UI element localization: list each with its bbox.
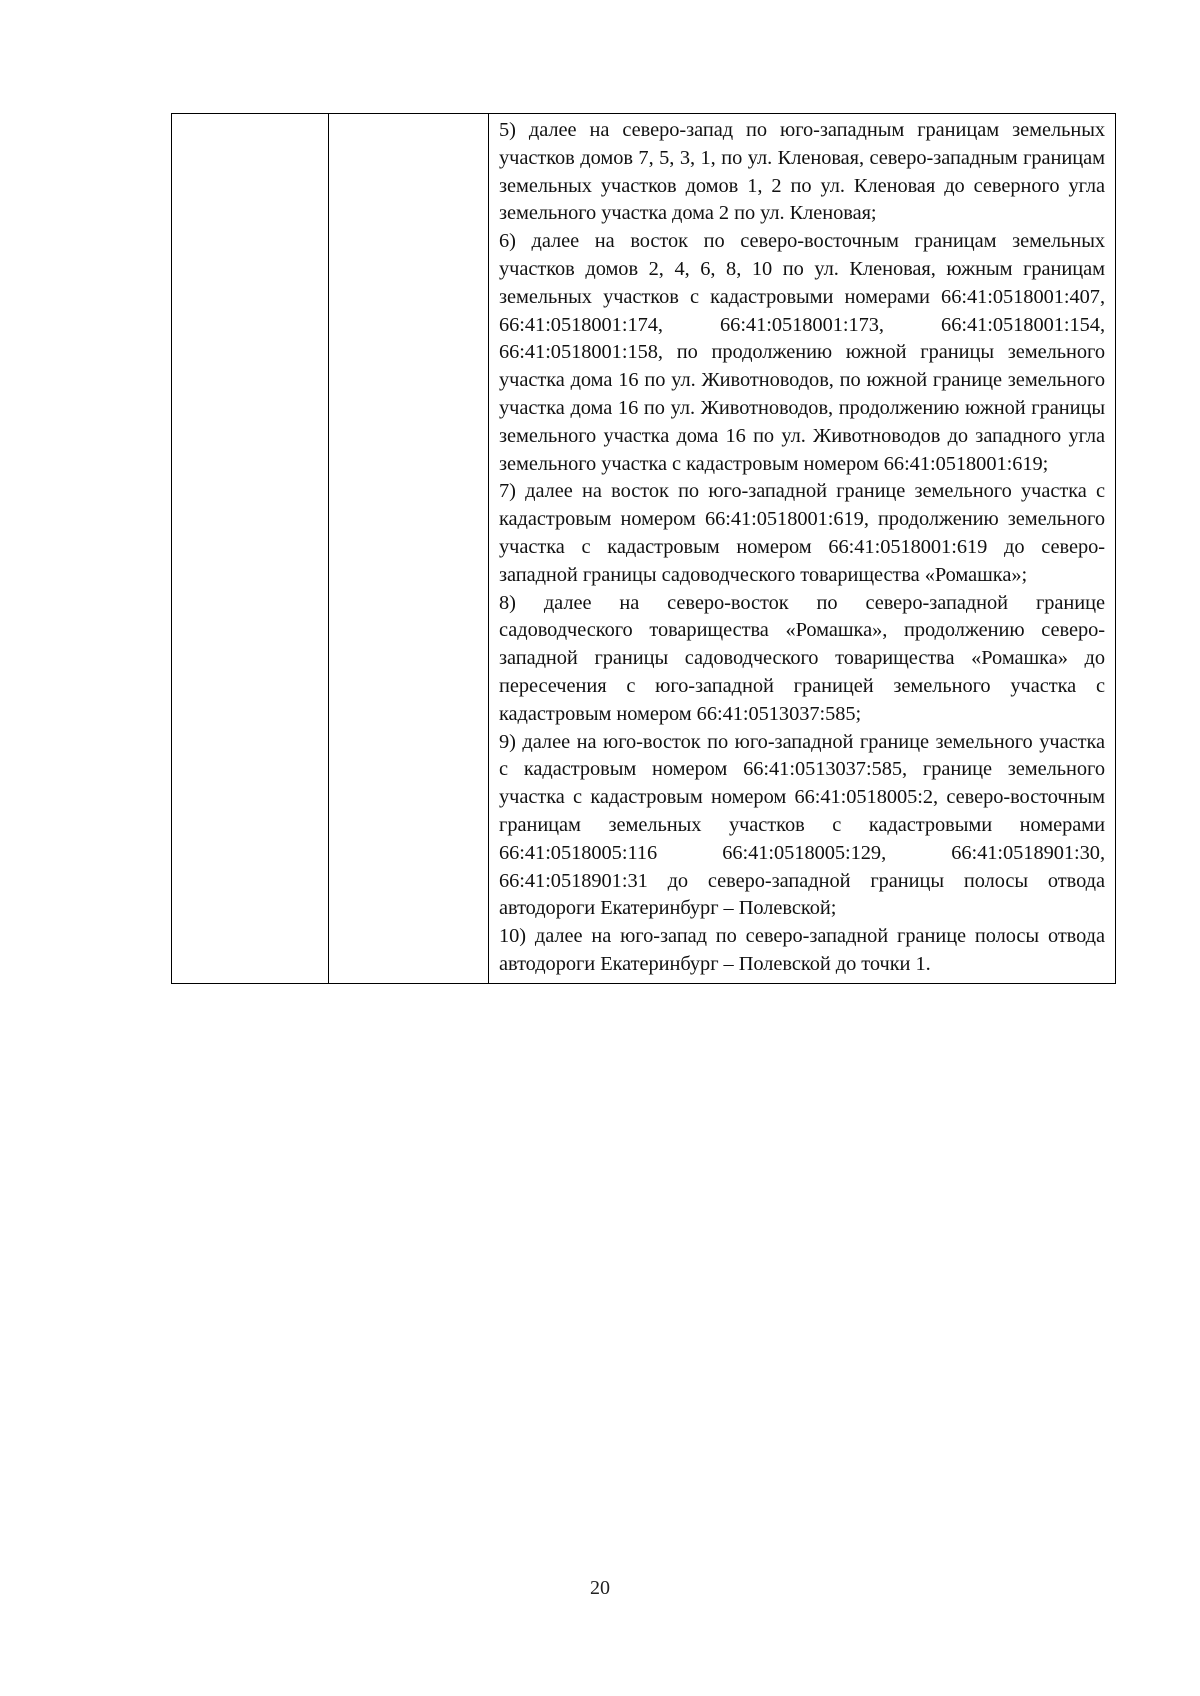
boundary-description-table [171,113,1116,984]
boundary-clause-7: 7) далее на восток по юго-западной границе земельного участка с кадастровым номером 66:41:0518001:619, продолжению земельного участка с кадастровым номером 66:41:0518001:619 до северо-западной границы садоводческого товарищества «Ромашка»; [499,480,1105,586]
boundary-clause-8: 8) далее на северо-восток по северо-западной границе садоводческого товарищества «Ромашка», продолжению северо-западной границы садоводческого товарищества «Ромашка» до пересечения с юго-западной границей земельного участка с кадастровым номером 66:41:0513037:585; [499,591,1105,725]
table-row [172,114,1116,984]
table-cell-empty-2 [329,114,489,984]
table-cell-boundary-text [489,114,1116,984]
page-number: 20 [590,1577,610,1599]
boundary-clause-9: 9) далее на юго-восток по юго-западной границе земельного участка с кадастровым номером 66:41:0513037:585, границе земельного участка с кадастровым номером 66:41:0518005:2, северо-восточным границам земельных участков с кадастровыми номерами 66:41:0518005:116 66:41:0518005:129, 66:41:0518901:30, 66:41:0518901:31 до северо-западной границы полосы отвода автодороги Екатеринбург – Полевской; [499,730,1105,920]
boundary-clause-5: 5) далее на северо-запад по юго-западным границам земельных участков домов 7, 5, 3, 1, по ул. Кленовая, северо-западным границам земельных участков домов 1, 2 по ул. Кленовая до северного угла земельного участка дома 2 по ул. Кленовая; [499,119,1105,225]
boundary-clause-6: 6) далее на восток по северо-восточным границам земельных участков домов 2, 4, 6, 8, 10 по ул. Кленовая, южным границам земельных участков с кадастровыми номерами 66:41:0518001:407, 66:41:0518001:174, 66:41:0518001:173, 66:41:0518001:154, 66:41:0518001:158, по продолжению южной границы земельного участка дома 16 по ул. Животноводов, по южной границе земельного участка дома 16 по ул. Животноводов, продолжению южной границы земельного участка дома 16 по ул. Животноводов до западного угла земельного участка с кадастровым номером 66:41:0518001:619; [499,230,1105,475]
table-cell-empty-1 [172,114,329,984]
boundary-clause-10: 10) далее на юго-запад по северо-западной границе полосы отвода автодороги Екатеринбург – Полевской до точки 1. [499,925,1105,975]
